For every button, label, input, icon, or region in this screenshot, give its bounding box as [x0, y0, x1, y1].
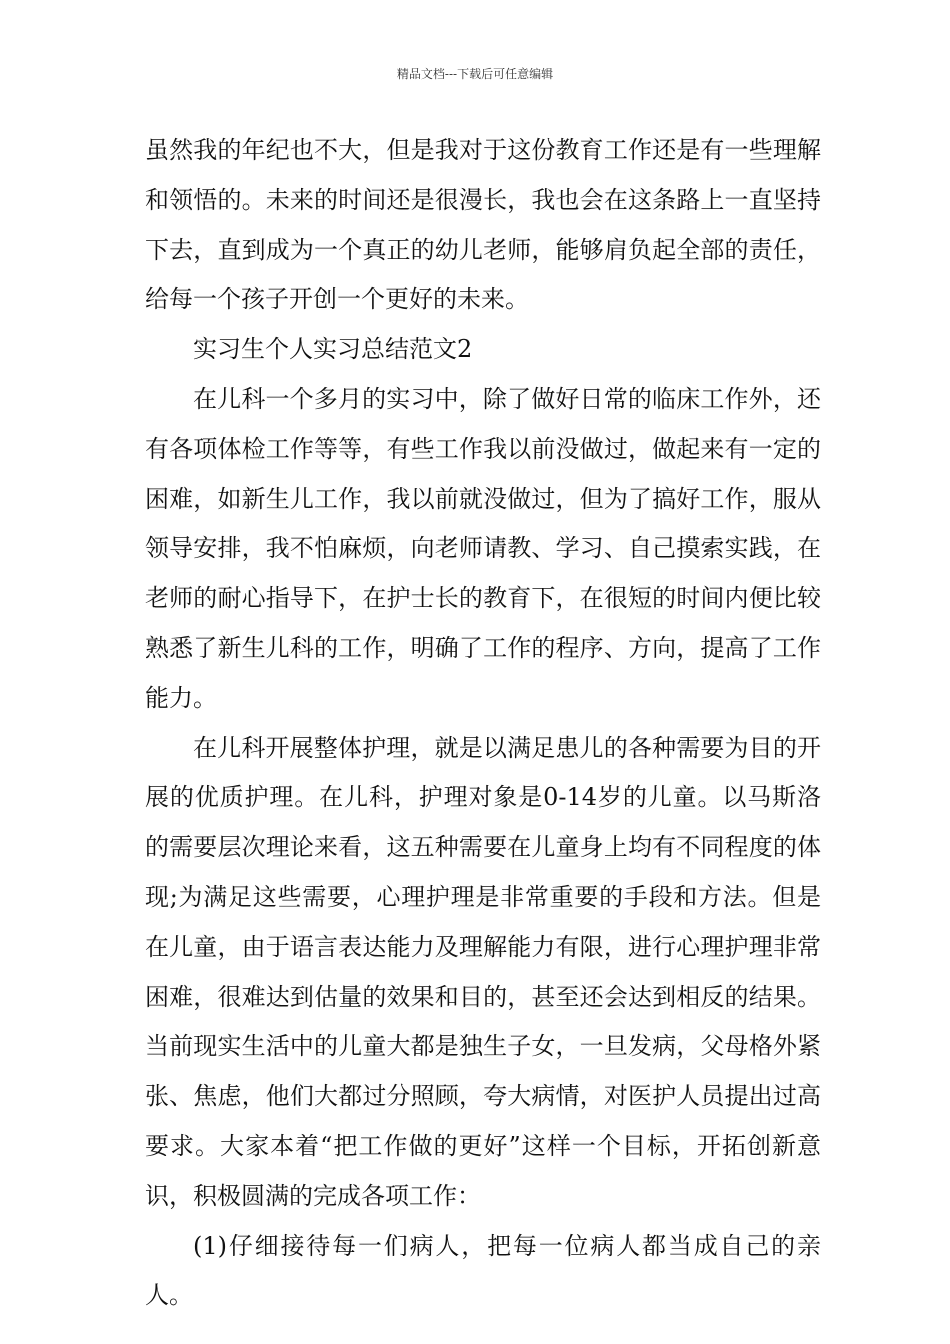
section-title: 实习生个人实习总结范文2 [193, 335, 473, 364]
page-header: 精品文档---下载后可任意编辑 [396, 67, 554, 81]
paragraph-holistic-nursing: 在儿科开展整体护理，就是以满足患儿的各种需要为目的开展的优质护理。在儿科，护理对象是0-14岁的儿童。以马斯洛的需要层次理论来看，这五种需要在儿童身上均有不同程度的体现;为满足这些需要，心理护理是非常重要的手段和方法。但是在儿童，由于语言表达能力及理解能力有限，进行心理护理非常困难，很难达到估量的效果和目的，甚至还会达到相反的结果。当前现实生活中的儿童大都是独生子女，一旦发病，父母格外紧张、焦虑，他们大都过分照顾，夸大病情，对医护人员提出过高要求。大家本着“把工作做的更好”这样一个目标，开拓创新意识，积极圆满的完成各项工作： [145, 733, 821, 1210]
paragraph-continuation: 虽然我的年纪也不大，但是我对于这份教育工作还是有一些理解和领悟的。未来的时间还是很漫长，我也会在这条路上一直坚持下去，直到成为一个真正的幼儿老师，能够肩负起全部的责任，给每一个孩子开创一个更好的未来。 [145, 136, 821, 314]
paragraph-list-item-1: (1)仔细接待每一们病人，把每一位病人都当成自己的亲人。 [145, 1231, 821, 1310]
document-body [145, 126, 821, 1321]
paragraph-pediatrics-internship: 在儿科一个多月的实习中，除了做好日常的临床工作外，还有各项体检工作等等，有些工作我以前没做过，做起来有一定的困难，如新生儿工作，我以前就没做过，但为了搞好工作，服从领导安排，我不怕麻烦，向老师请教、学习、自己摸索实践，在老师的耐心指导下，在护士长的教育下，在很短的时间内便比较熟悉了新生儿科的工作，明确了工作的程序、方向，提高了工作能力。 [145, 384, 821, 712]
